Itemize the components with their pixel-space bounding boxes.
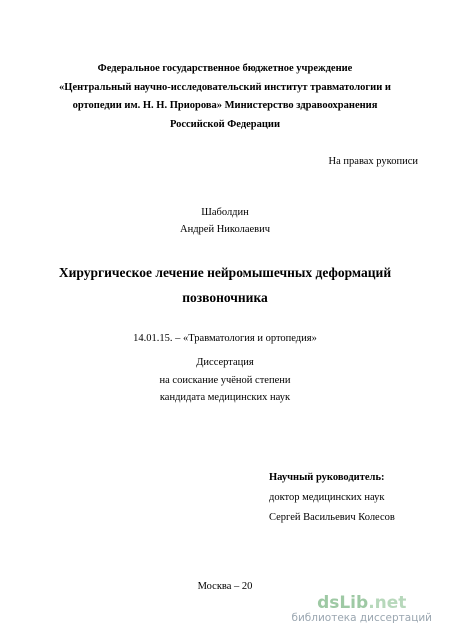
watermark-brand-tld: .net (368, 593, 407, 613)
dissertation-line-3: кандидата медицинских наук (159, 392, 291, 403)
title-line-1: Хирургическое лечение нейромышечных деформаций (58, 265, 392, 280)
author-name: Андрей Николаевич (180, 224, 270, 235)
supervisor-heading: Научный руководитель: (269, 472, 385, 483)
author-surname: Шаболдин (201, 207, 249, 218)
watermark-brand-main: dsLib (317, 593, 369, 613)
watermark-subtitle: библиотека диссертаций (291, 612, 432, 624)
dslib-watermark (291, 594, 432, 625)
author-block (0, 204, 450, 238)
title-line-2: позвоночника (182, 290, 268, 305)
supervisor-block (269, 468, 395, 528)
watermark-logo (291, 594, 432, 612)
institution-block (0, 60, 450, 134)
institution-line-2: «Центральный научно-исследовательский институт травматологии и (59, 81, 391, 93)
institution-line-1: Федеральное государственное бюджетное учреждение (97, 63, 353, 74)
supervisor-name: Сергей Васильевич Колесов (269, 512, 395, 523)
watermark-brand (317, 594, 406, 612)
dissertation-title (0, 260, 450, 310)
city-year: Москва – 20 (197, 581, 253, 592)
specialty: 14.01.15. – «Травматология и ортопедия» (133, 333, 317, 344)
manuscript-note: На правах рукописи (328, 156, 418, 167)
dissertation-block (0, 354, 450, 407)
supervisor-degree: доктор медицинских наук (269, 492, 385, 503)
dissertation-line-1: Диссертация (196, 357, 254, 368)
institution-line-3: ортопедии им. Н. Н. Приорова» Министерство здравоохранения (72, 100, 378, 111)
dissertation-line-2: на соискание учёной степени (159, 374, 291, 386)
institution-line-4: Российской Федерации (169, 118, 281, 130)
